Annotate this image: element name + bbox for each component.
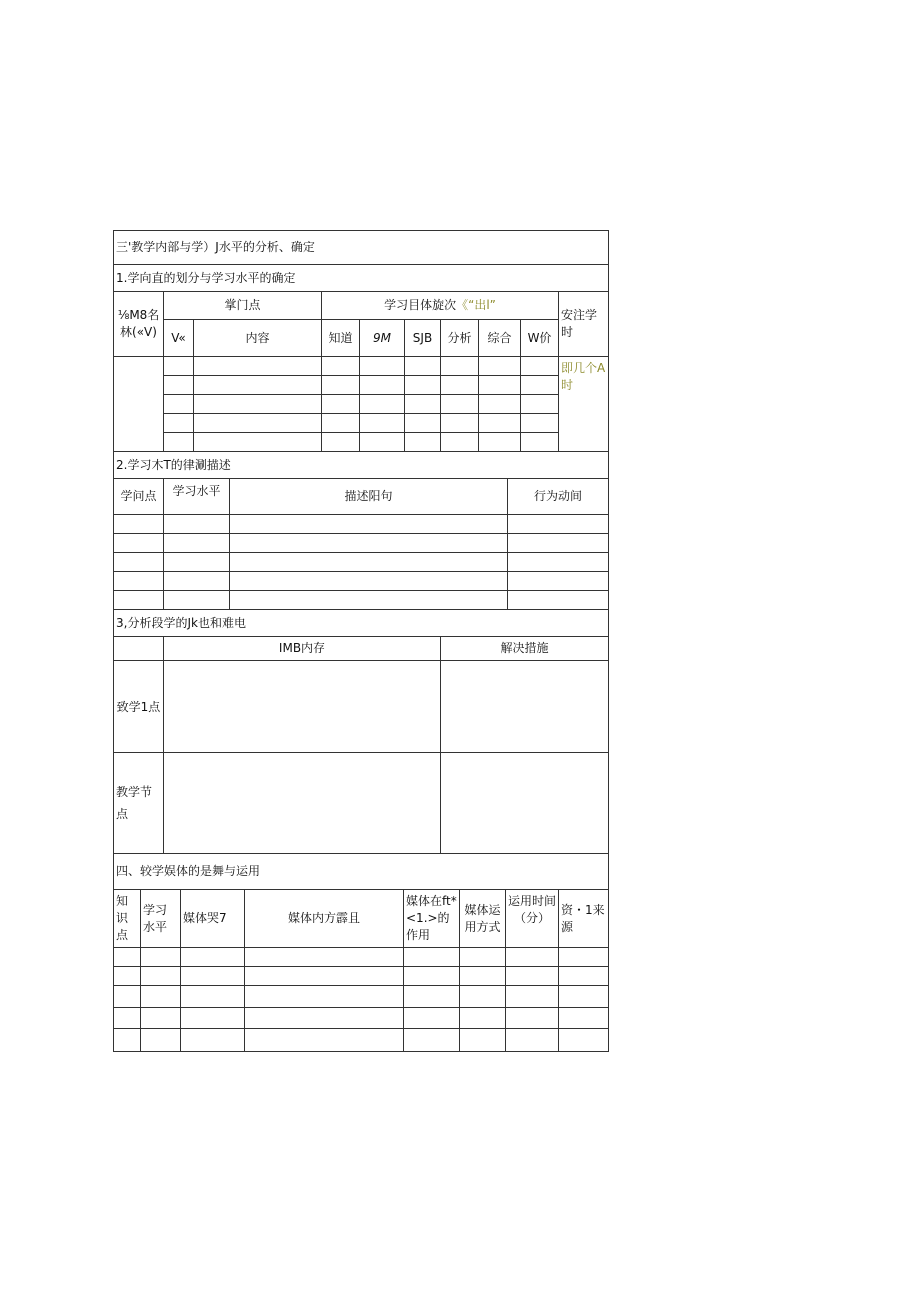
table-cell	[322, 376, 360, 395]
table-cell	[114, 591, 164, 610]
table-cell	[508, 515, 609, 534]
table-cell	[245, 1029, 404, 1052]
table-cell	[164, 553, 230, 572]
table-cell	[181, 986, 245, 1008]
table-cell	[194, 357, 322, 376]
table-cell	[114, 515, 164, 534]
section-4-title: 四、较学娱体的是舞与运用	[114, 854, 609, 890]
header-media-usage: 媒体运用方式	[460, 890, 506, 948]
header-content: 内容	[194, 320, 322, 357]
table-cell	[405, 395, 441, 414]
hours-value: 即几个A时	[559, 357, 609, 452]
header-levels-text: 学习目体旋次	[384, 298, 457, 312]
learning-objective-table	[113, 451, 609, 610]
table-cell	[441, 376, 479, 395]
table-cell	[194, 414, 322, 433]
table-cell	[404, 986, 460, 1008]
table-cell	[114, 1029, 141, 1052]
header-learning-levels	[322, 292, 559, 320]
table-cell	[360, 433, 405, 452]
table-cell	[230, 591, 508, 610]
table-cell	[441, 753, 609, 854]
table-cell	[508, 591, 609, 610]
table-cell	[508, 553, 609, 572]
table-cell	[164, 515, 230, 534]
header-problem-content: IMB内存	[164, 637, 441, 661]
table-cell	[479, 357, 521, 376]
header-media-type: 媒体哭7	[181, 890, 245, 948]
header-level-analyze: 分析	[441, 320, 479, 357]
table-cell	[460, 1029, 506, 1052]
table-cell	[230, 553, 508, 572]
header-levels-extra: 《“出l”	[456, 298, 496, 312]
header-media-role: 媒体在ft*<1.>的作用	[404, 890, 460, 948]
table-cell	[441, 661, 609, 753]
table-cell	[114, 986, 141, 1008]
table-cell	[506, 967, 559, 986]
table-cell	[521, 376, 559, 395]
table-cell	[322, 433, 360, 452]
section-3-title: 三'教学内部与学）J水平的分析、确定	[114, 231, 609, 265]
table-cell	[245, 967, 404, 986]
header-knowledge-point: 掌门点	[164, 292, 322, 320]
header-usage-time: 运用时间（分）	[506, 890, 559, 948]
table-cell	[404, 948, 460, 967]
table-cell	[114, 534, 164, 553]
table-cell	[479, 395, 521, 414]
table-cell	[322, 395, 360, 414]
table-cell	[360, 414, 405, 433]
table-cell	[404, 1008, 460, 1029]
table-cell	[164, 753, 441, 854]
table-cell	[181, 1029, 245, 1052]
table-cell	[405, 376, 441, 395]
table-cell	[441, 414, 479, 433]
table-cell	[441, 357, 479, 376]
row-label-difficult-point: 教学节点	[114, 753, 164, 854]
table-cell	[164, 591, 230, 610]
header-description: 描述阳句	[230, 479, 508, 515]
table-cell	[114, 948, 141, 967]
table-cell	[360, 357, 405, 376]
row-label-key-point: 致学1点	[114, 661, 164, 753]
table-cell	[114, 637, 164, 661]
part-1-title: 1.学向直的划分与学习水平的确定	[114, 265, 609, 292]
table-cell	[521, 433, 559, 452]
teaching-analysis-table	[113, 230, 609, 452]
table-cell	[230, 515, 508, 534]
table-cell	[245, 986, 404, 1008]
table-cell	[114, 967, 141, 986]
table-cell	[164, 661, 441, 753]
table-cell	[194, 376, 322, 395]
table-cell	[360, 376, 405, 395]
part-2-title: 2.学习木T的律涮描述	[114, 452, 609, 479]
table-cell	[506, 948, 559, 967]
table-cell	[141, 1008, 181, 1029]
table-cell	[141, 948, 181, 967]
header-source: 资・1来源	[559, 890, 609, 948]
header-verb: 行为动间	[508, 479, 609, 515]
table-cell	[559, 1029, 609, 1052]
unit-name-cell	[114, 357, 164, 452]
table-cell	[164, 414, 194, 433]
table-cell	[460, 948, 506, 967]
header-level-evaluate: W价	[521, 320, 559, 357]
table-cell	[559, 967, 609, 986]
table-cell	[460, 1008, 506, 1029]
header-level: 学习水平	[164, 479, 230, 515]
table-cell	[230, 534, 508, 553]
table-cell	[181, 1008, 245, 1029]
table-cell	[141, 1029, 181, 1052]
table-cell	[479, 376, 521, 395]
table-cell	[164, 376, 194, 395]
header-unit-name: ⅛M8名林(«V)	[114, 292, 164, 357]
table-cell	[479, 414, 521, 433]
table-cell	[405, 433, 441, 452]
header-level-know: 知道	[322, 320, 360, 357]
key-difficulty-table	[113, 609, 609, 854]
table-cell	[521, 414, 559, 433]
table-cell	[164, 433, 194, 452]
table-cell	[559, 986, 609, 1008]
header-level-apply: SJB	[405, 320, 441, 357]
table-cell	[441, 433, 479, 452]
table-cell	[521, 395, 559, 414]
header-knowledge-point: 知识点	[114, 890, 141, 948]
table-cell	[460, 986, 506, 1008]
table-cell	[164, 395, 194, 414]
table-cell	[114, 553, 164, 572]
table-cell	[479, 433, 521, 452]
header-learning-level: 学习水平	[141, 890, 181, 948]
table-cell	[506, 986, 559, 1008]
table-cell	[181, 948, 245, 967]
table-cell	[559, 948, 609, 967]
table-cell	[506, 1029, 559, 1052]
table-cell	[164, 534, 230, 553]
table-cell	[230, 572, 508, 591]
table-cell	[141, 986, 181, 1008]
table-cell	[521, 357, 559, 376]
table-cell	[559, 1008, 609, 1029]
table-cell	[322, 357, 360, 376]
table-cell	[360, 395, 405, 414]
table-cell	[506, 1008, 559, 1029]
header-no: V«	[164, 320, 194, 357]
table-cell	[404, 1029, 460, 1052]
table-cell	[405, 414, 441, 433]
table-cell	[114, 1008, 141, 1029]
header-level-understand: 9M	[360, 320, 405, 357]
table-cell	[194, 433, 322, 452]
header-hours: 安注学时	[559, 292, 609, 357]
table-cell	[405, 357, 441, 376]
table-cell	[404, 967, 460, 986]
table-cell	[164, 357, 194, 376]
table-cell	[508, 572, 609, 591]
table-cell	[245, 948, 404, 967]
table-cell	[181, 967, 245, 986]
document-page	[113, 230, 608, 1052]
table-cell	[164, 572, 230, 591]
table-cell	[114, 572, 164, 591]
table-cell	[508, 534, 609, 553]
media-table	[113, 853, 609, 1052]
table-cell	[194, 395, 322, 414]
header-media-content: 媒体内方霹且	[245, 890, 404, 948]
table-cell	[460, 967, 506, 986]
table-cell	[441, 395, 479, 414]
table-cell	[322, 414, 360, 433]
table-cell	[141, 967, 181, 986]
header-knowledge: 学问点	[114, 479, 164, 515]
part-3-title: 3,分析段学的Jk也和难电	[114, 610, 609, 637]
table-cell	[245, 1008, 404, 1029]
header-solution: 解决措施	[441, 637, 609, 661]
header-level-synthesize: 综合	[479, 320, 521, 357]
